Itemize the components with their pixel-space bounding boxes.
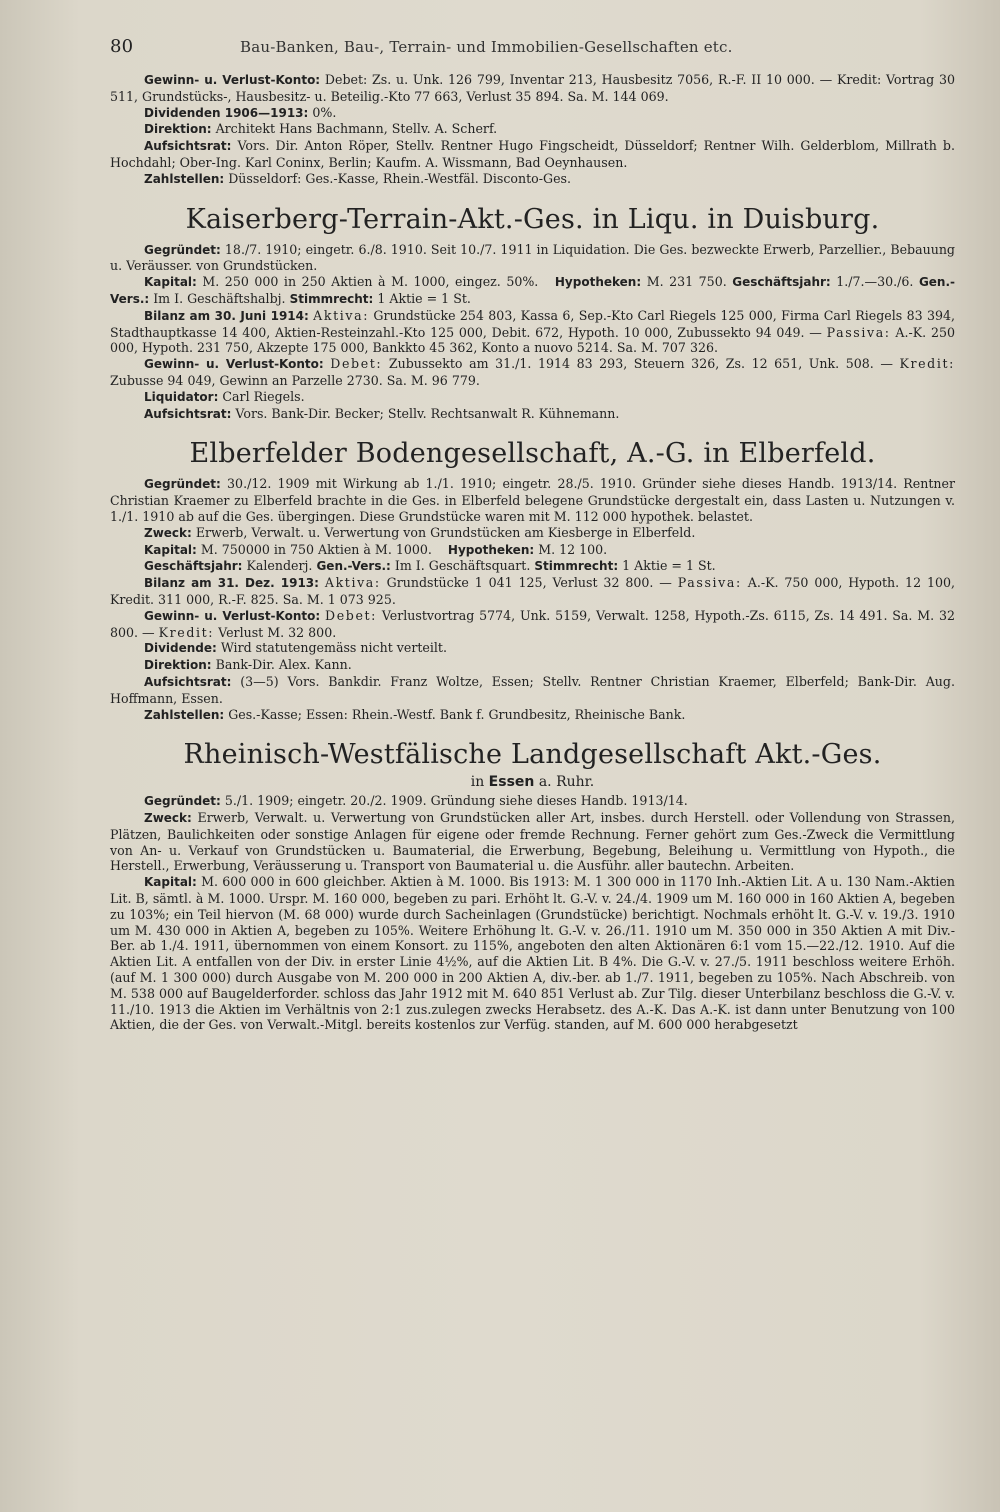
field-label: Aufsichtsrat: [144,139,232,154]
company-location [110,773,955,791]
page-number: 80 [110,36,134,57]
field-label: Gen.-Vers.: [110,275,956,306]
field-label: Dividenden 1906—1913: [144,105,309,120]
field-label: Gen.-Vers.: [316,559,391,574]
field-text: 1 Aktie = 1 St. [377,290,471,306]
field-text: M. 12 100. [538,541,608,557]
field-text: Grundstücke 1 041 125, Verlust 32 800. — [386,575,672,591]
field-label: Bilanz am 30. Juni 1914: [144,308,309,323]
field-label: Direktion: [144,122,212,137]
company-entry-rheinisch-westfaelische [110,739,955,1033]
field-label: Kapital: [144,875,197,890]
field-text: 0%. [312,104,337,120]
board-paragraph [110,138,955,171]
direction-paragraph [110,657,955,674]
field-text: Erwerb, Verwalt. u. Verwertung von Grundstücken aller Art, insbes. durch Herstell. oder Vollendung von Strassen, Plätzen, Baulichkeiten oder sonstige Anlagen für eigene oder fremde Rechnung. Ferner gehört zum Ges.-Zweck die Vermittlung von An- u. Verkauf von Grundstücken u. Baumaterial, die Erwerbung, Begebung, Beleihung u. Vermittlung von Hypoth., die Herstell., Erwerbung, Veräusserung u. Transport von Baumaterial u. die Ausführ. aller bautechn. Arbeiten. [110,810,955,874]
field-label: Gewinn- u. Verlust-Konto: [144,608,321,623]
field-label: Direktion: [144,658,212,673]
field-label: Gegründet: [144,477,221,492]
field-text: Zubussekto am 31./1. 1914 83 293, Steuern 326, Zs. 12 651, Unk. 508. — [388,356,893,372]
purpose-paragraph [110,810,955,874]
field-label: Gewinn- u. Verlust-Konto: [144,73,321,87]
field-text: Debet: Zs. u. Unk. 126 799, Inventar 213, Hausbesitz 7056, R.-F. II 10 000. — Kredit: Vortrag 30 511, Grundstücks-, Hausbesitz- u. Beteilig.-Kto 77 663, Verlust 35 894. Sa. M. 144 069. [110,72,955,104]
field-label: Zahlstellen: [144,707,225,722]
running-header [110,36,955,60]
entry-continuation [110,72,955,188]
field-text: Im I. Geschäftsquart. [394,558,531,574]
field-text: Ges.-Kasse; Essen: Rhein.-Westf. Bank f. Grundbesitz, Rheinische Bank. [228,706,686,722]
field-text: 1./7.—30./6. [836,274,914,290]
balance-paragraph [110,308,955,356]
field-text: Im I. Geschäftshalbj. [153,290,286,306]
company-entry-kaiserberg [110,204,955,423]
field-label: Aufsichtsrat: [144,674,232,689]
kredit-word: Kredit: [158,624,215,640]
capital-paragraph [110,542,955,559]
field-label: Zahlstellen: [144,171,225,186]
gv-konto-paragraph [110,72,955,105]
liquidator-paragraph [110,389,955,406]
field-text: M. 600 000 in 600 gleichber. Aktien à M. 1000. Bis 1913: M. 1 300 000 in 1170 Inh.-Aktien Lit. A u. 130 Nam.-Aktien Lit. B, sämtl. à M. 1000. Urspr. M. 160 000, begeben zu pari. Erhöht lt. G.-V. v. 24./4. 1909 um M. 160 000 in 160 Aktien A, begeben zu 103%; ein Teil hiervon (M. 68 000) wurde durch Sacheinlagen (Grundstücke) berichtigt. Nochmals erhöht lt. G.-V. v. 19./3. 1910 um M. 430 000 in Aktien A, begeben zu 105%. Weitere Erhöhung lt. G.-V. v. 26./11. 1910 um M. 350 000 in 350 Aktien A mit Div.-Ber. ab 1./4. 1911, übernommen von einem Konsort. zu 115%, angeboten den alten Aktionären 6:1 vom 15.—22./12. 1910. Auf die Aktien Lit. A entfallen von der Div. in erster Linie 4½%, auf die Aktien Lit. B 4%. Die G.-V. v. 27./5. 1911 beschloss weitere Erhöh. (auf M. 1 300 000) durch Ausgabe von M. 200 000 in 200 Aktien A, div.-ber. ab 1./7. 1911, begeben zu 105%. Nach Abschreib. von M. 538 000 auf Baugelderforder. schloss das Jahr 1912 mit M. 640 851 Verlust ab. Zur Tilg. dieser Unterbilanz beschloss die G.-V. v. 11./10. 1913 die Aktien im Verhältnis von 2:1 zus.zulegen zwecks Herabsetz. des A.-K. Das A.-K. ist dann unter Benutzung von 100 Aktien, die der Ges. von Verwalt.-Mitgl. bereits kostenlos zur Verfüg. standen, auf M. 600 000 herabgesetzt [110,874,955,1033]
board-paragraph [110,674,955,707]
field-text: Düsseldorf: Ges.-Kasse, Rhein.-Westfäl. Disconto-Ges. [228,170,571,186]
debet-word: Debet: [325,607,377,623]
passiva-word: Passiva: [826,324,891,340]
field-text: A.-K. 750 000, Hypoth. 12 100, Kredit. 311 000, R.-F. 825. Sa. M. 1 073 925. [110,575,956,607]
debet-word: Debet: [330,356,383,372]
field-label: Gegründet: [144,242,221,257]
gv-konto-paragraph [110,608,955,641]
purpose-paragraph [110,525,955,542]
company-title: Rheinisch-Westfälische Landgesellschaft Akt.-Ges. [183,739,882,771]
paying-agents-paragraph [110,707,955,724]
paying-agents-paragraph [110,171,955,188]
field-label: Zweck: [144,811,192,826]
field-text: 18./7. 1910; eingetr. 6./8. 1910. Seit 10./7. 1911 in Liquidation. Die Ges. bezweckte Erwerb, Parzellier., Bebauung u. Veräusser. von Grundstücken. [110,241,955,274]
field-text: Zubusse 94 049, Gewinn an Parzelle 2730. Sa. M. 96 779. [110,372,480,388]
dividend-paragraph [110,640,955,657]
company-title: Elberfelder Bodengesellschaft, A.-G. in Elberfeld. [189,438,876,470]
field-label: Liquidator: [144,389,219,404]
balance-paragraph [110,575,955,608]
field-text: Kalenderj. [246,558,313,574]
field-text: Vors. Bank-Dir. Becker; Stellv. Rechtsanwalt R. Kühnemann. [235,405,620,421]
field-text: Bank-Dir. Alex. Kann. [215,657,352,673]
field-text: A.-K. 250 000, Hypoth. 231 750, Akzepte 175 000, Bankkto 45 362, Konto a nuovo 5214. Sa. M. 707 326. [110,324,955,356]
field-text: (3—5) Vors. Bankdir. Franz Woltze, Essen; Stellv. Rentner Christian Kraemer, Elberfeld; Bank-Dir. Aug. Hoffmann, Essen. [110,673,955,706]
field-label: Zweck: [144,525,192,540]
direction-paragraph [110,121,955,138]
field-text: Grundstücke 254 803, Kassa 6, Sep.-Kto Carl Riegels 125 000, Firma Carl Riegels 83 394, Stadthauptkasse 14 400, Aktien-Resteinzahl.-Kto 125 000, Debit. 672, Hypoth. 10 000, Zubussekto 94 049. — [110,307,956,340]
field-label: Dividende: [144,641,217,656]
field-text: 1 Aktie = 1 St. [622,558,716,574]
field-text: Architekt Hans Bachmann, Stellv. A. Scherf. [215,121,498,137]
board-paragraph [110,406,955,423]
company-title: Kaiserberg-Terrain-Akt.-Ges. in Liqu. in Duisburg. [185,203,880,235]
field-label: Stimmrecht: [289,291,374,306]
location-suffix: a. Ruhr. [538,774,595,791]
capital-paragraph [110,274,955,308]
aktiva-word: Aktiva: [324,575,381,591]
field-text: Verlustvortrag 5774, Unk. 5159, Verwalt. 1258, Hypoth.-Zs. 6115, Zs. 14 491. Sa. M. 32 800. — [110,607,955,640]
field-text: Wird statutengemäss nicht verteilt. [220,640,447,656]
field-label: Gegründet: [144,794,221,809]
field-label: Kapital: [144,542,197,557]
location-city: Essen [488,774,535,791]
founded-paragraph [110,476,955,524]
field-text: M. 250 000 in 250 Aktien à M. 1000, eingez. 50%. [202,274,539,290]
field-text: Verlust M. 32 800. [218,624,337,640]
running-title: Bau-Banken, Bau-, Terrain- und Immobilien-Gesellschaften etc. [240,38,733,56]
capital-paragraph [110,874,955,1033]
field-label: Aufsichtsrat: [144,406,232,421]
field-label: Gewinn- u. Verlust-Konto: [144,357,324,372]
passiva-word: Passiva: [677,575,742,591]
founded-paragraph [110,793,955,810]
field-label: Hypotheken: [554,275,642,290]
dividend-paragraph [110,105,955,122]
field-label: Hypotheken: [447,542,535,557]
field-text: Vors. Dir. Anton Röper, Stellv. Rentner Hugo Fingscheidt, Düsseldorf; Rentner Wilh. Gelderblom, Millrath b. Hochdahl; Ober-Ing. Karl Coninx, Berlin; Kaufm. A. Wissmann, Bad Oeynhausen. [110,138,955,170]
field-label: Geschäftsjahr: [732,275,831,290]
field-text: Carl Riegels. [222,388,305,404]
fiscal-paragraph [110,558,955,575]
gv-konto-paragraph [110,356,955,389]
field-label: Stimmrecht: [534,559,619,574]
field-text: M. 231 750. [646,274,727,290]
field-label: Bilanz am 31. Dez. 1913: [144,576,319,591]
location-prefix: in [470,774,485,791]
page-content [110,72,955,1033]
company-entry-elberfelder [110,438,955,723]
field-label: Geschäftsjahr: [144,559,243,574]
field-text: 5./1. 1909; eingetr. 20./2. 1909. Gründung siehe dieses Handb. 1913/14. [224,793,688,809]
kredit-word: Kredit: [899,356,955,372]
aktiva-word: Aktiva: [313,307,370,323]
field-label: Kapital: [144,275,197,290]
field-text: M. 750000 in 750 Aktien à M. 1000. [200,541,432,557]
field-text: Erwerb, Verwalt. u. Verwertung von Grundstücken am Kiesberge in Elberfeld. [195,524,696,540]
field-text: 30./12. 1909 mit Wirkung ab 1./1. 1910; eingetr. 28./5. 1910. Gründer siehe dieses Handb. 1913/14. Rentner Christian Kraemer zu Elberfeld brachte in die Ges. in Elberfeld belegene Grundstücke dergestalt ein, dass Lasten u. Nutzungen v. 1./1. 1910 ab auf die Ges. übergingen. Diese Grundstücke waren mit M. 112 000 hypothek. belastet. [110,476,955,524]
founded-paragraph [110,242,955,275]
